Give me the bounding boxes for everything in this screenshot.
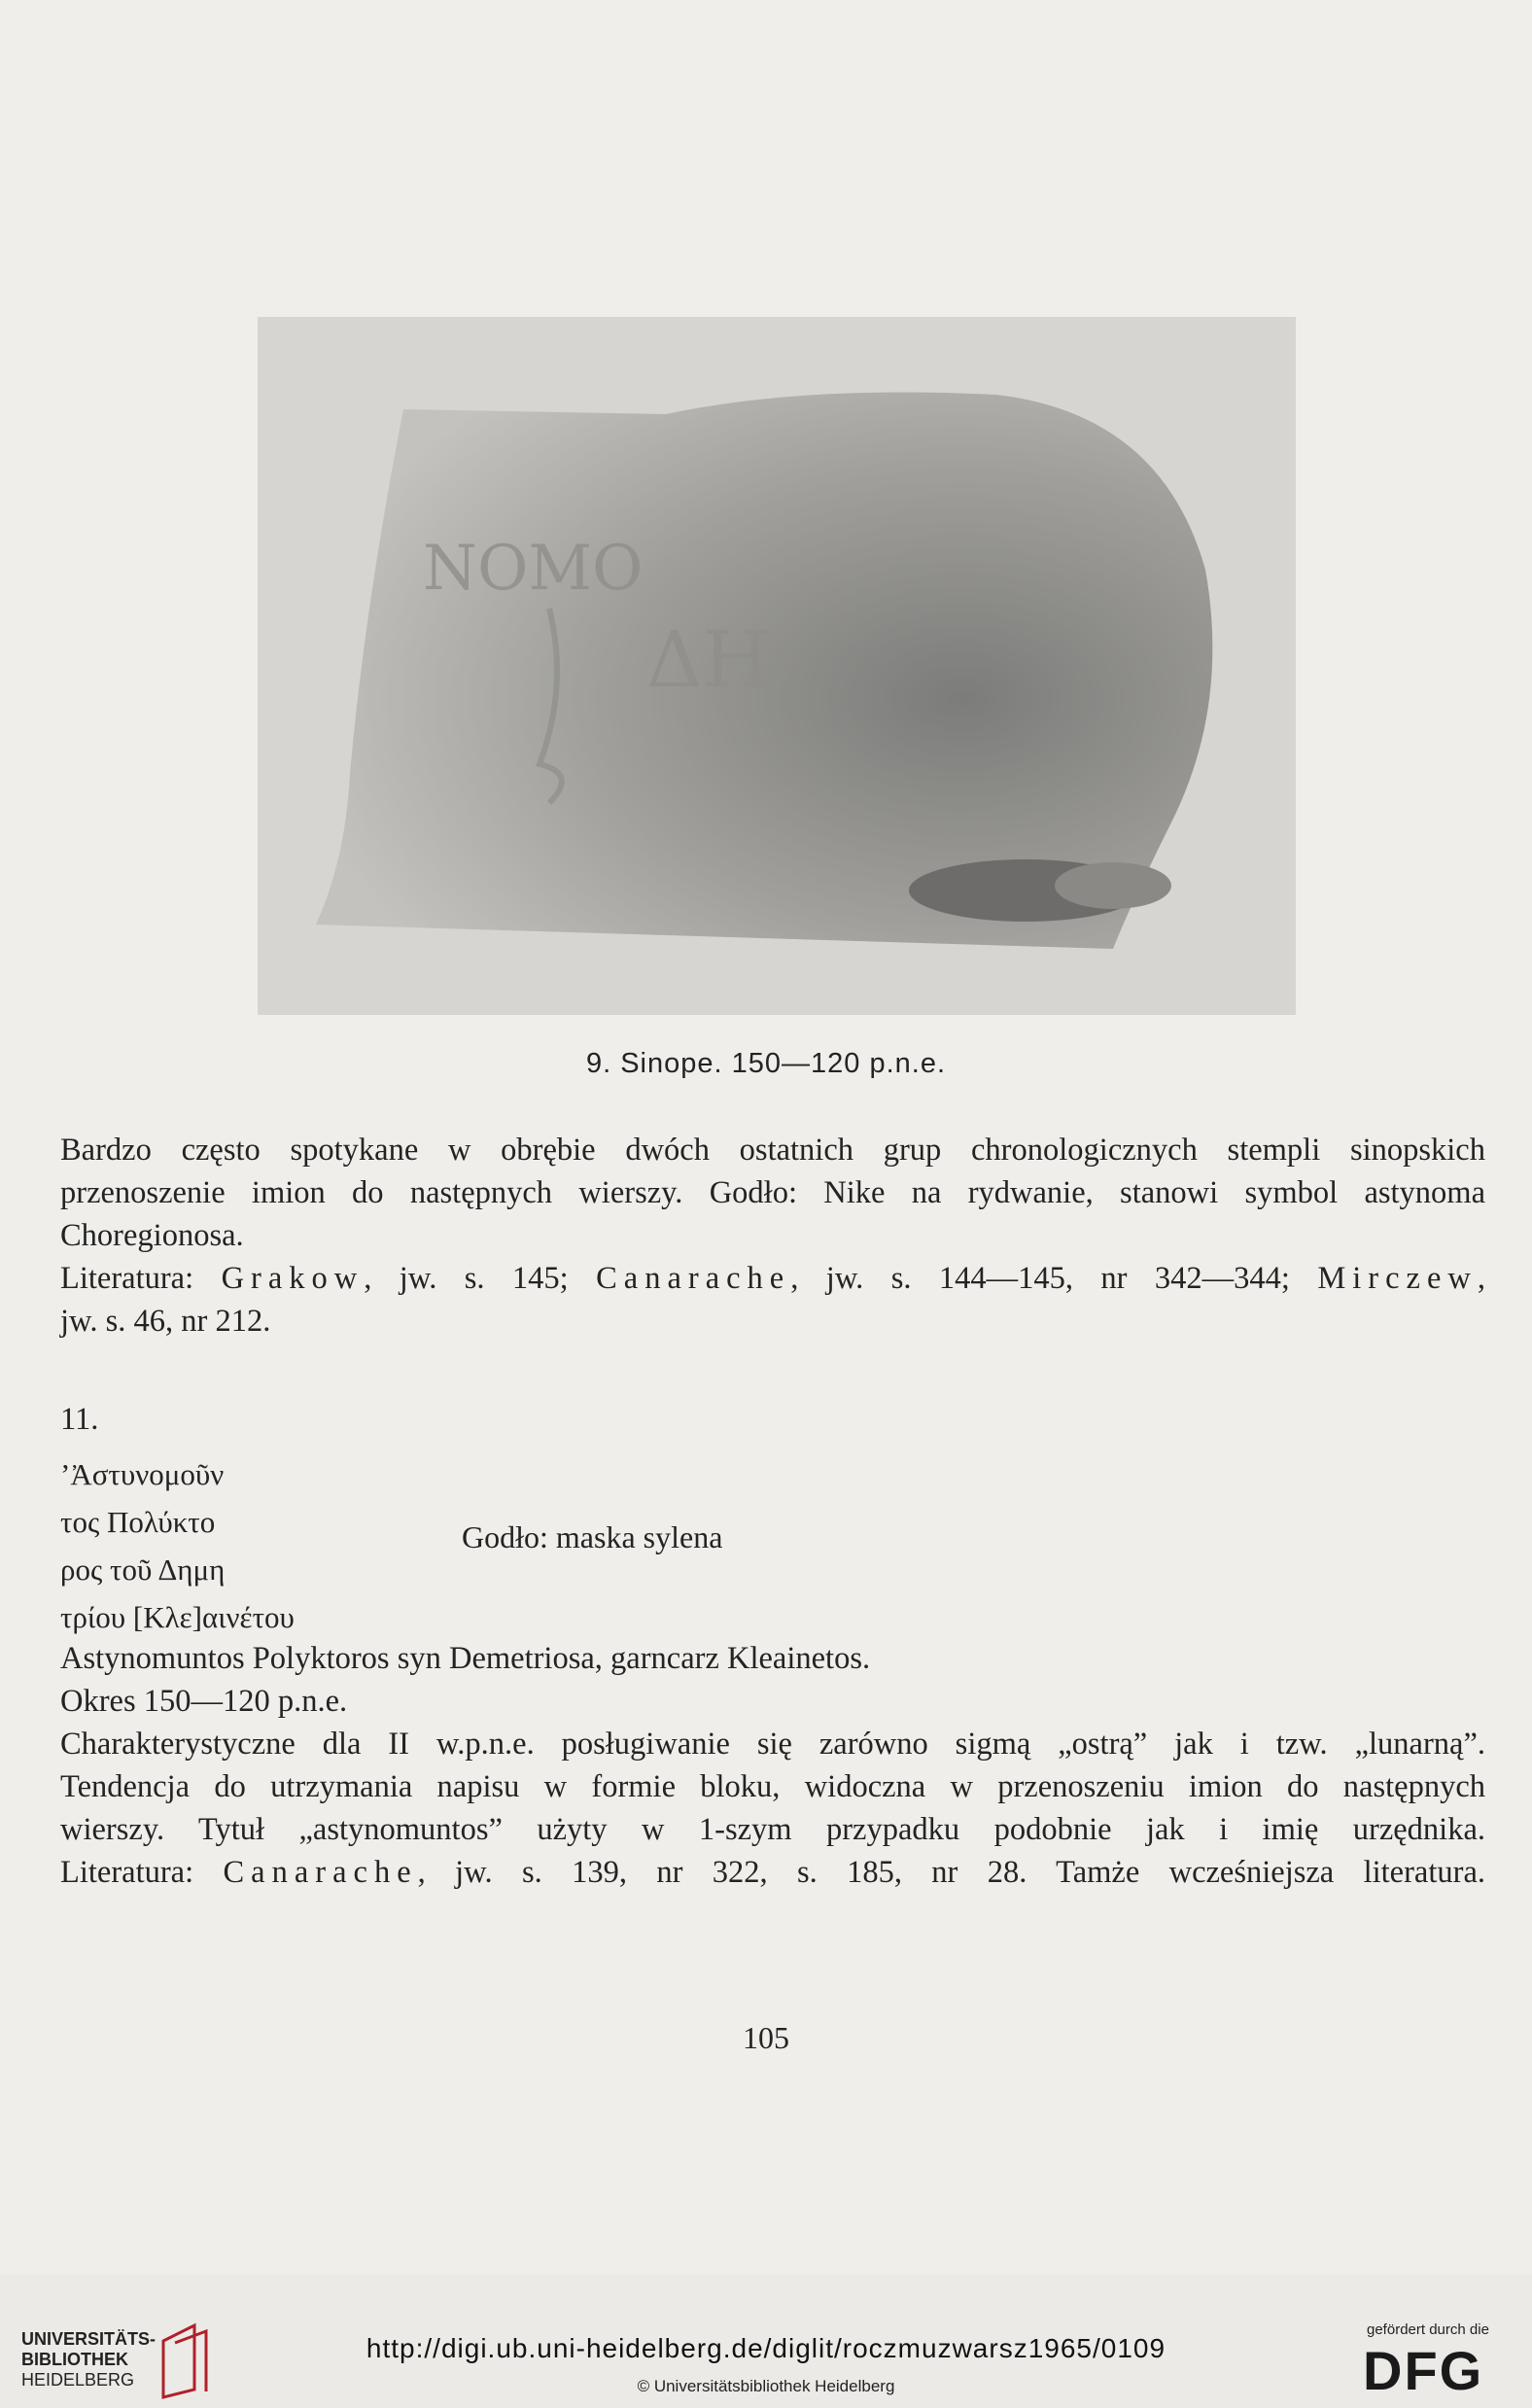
paragraph-chronology bbox=[60, 1129, 1485, 1343]
inscription-line: τρίου [Κλε]αινέτου bbox=[60, 1600, 295, 1634]
literature-line: Literatura: Canarache, jw. s. 139, nr 322, s. 185, nr 28. Tamże wcześniejsza literatura. bbox=[60, 1855, 1485, 1890]
emblem-note: Godło: maska sylena bbox=[462, 1519, 723, 1554]
description-line: wierszy. Tytuł „astynomuntos” użyty w 1-szym przypadku podobnie jak i imię urzędnika. bbox=[60, 1812, 1485, 1847]
paragraph-line: przenoszenie imion do następnych wierszy. Godło: Nike na rydwanie, stanowi symbol astynoma bbox=[60, 1175, 1485, 1210]
inscription-line: ’Ἀστυνομοῦν bbox=[60, 1457, 225, 1491]
inscription-line: τος Πολύκτο bbox=[60, 1505, 216, 1539]
dfg-logo: DFG bbox=[1363, 2340, 1484, 2401]
figure-caption: 9. Sinope. 150—120 p.n.e. bbox=[585, 1048, 947, 1079]
svg-text:ΝΟΜΟ: ΝΟΜΟ bbox=[423, 533, 644, 605]
author-name: Mirczew bbox=[1317, 1261, 1478, 1296]
greek-inscription bbox=[60, 1450, 295, 1641]
svg-text:ΔΗ: ΔΗ bbox=[646, 614, 771, 705]
paragraph-line: Bardzo często spotykane w obrębie dwóch ostatnich grup chronologicznych stempli sinopskich bbox=[60, 1133, 1485, 1168]
digitization-footer bbox=[0, 2275, 1532, 2408]
period-line: Okres 150—120 p.n.e. bbox=[60, 1684, 348, 1719]
inscription-line: ρος τοῦ Δημη bbox=[60, 1553, 226, 1587]
translation-line: Astynomuntos Polyktoros syn Demetriosa, garncarz Kleainetos. bbox=[60, 1641, 871, 1676]
literature-line: jw. s. 46, nr 212. bbox=[60, 1304, 271, 1339]
author-name: Canarache bbox=[223, 1855, 418, 1890]
entry-number: 11. bbox=[60, 1402, 99, 1437]
funding-note: gefördert durch die bbox=[1367, 2321, 1489, 2338]
source-url-link[interactable]: http://digi.ub.uni-heidelberg.de/diglit/roczmuzwarsz1965/0109 bbox=[366, 2333, 1166, 2363]
amphora-stamp-photo bbox=[258, 317, 1296, 1015]
stamped-amphora-handle-photo-icon bbox=[258, 317, 1296, 1015]
paragraph-line: Choregionosa. bbox=[60, 1218, 244, 1253]
library-name: UNIVERSITÄTS- BIBLIOTHEK HEIDELBERG bbox=[21, 2329, 157, 2390]
entry-description bbox=[60, 1637, 1485, 1894]
description-line: Charakterystyczne dla II w.p.n.e. posługiwanie się zarówno sigmą „ostrą” jak i tzw. „lunarną”. bbox=[60, 1727, 1485, 1762]
literature-line: Literatura: Grakow, jw. s. 145; Canarache, jw. s. 144—145, nr 342—344; Mirczew, bbox=[60, 1261, 1485, 1296]
copyright-notice: © Universitätsbibliothek Heidelberg bbox=[637, 2377, 895, 2395]
description-line: Tendencja do utrzymania napisu w formie bloku, widoczna w przenoszeniu imion do następnych bbox=[60, 1769, 1485, 1804]
page-number: 105 bbox=[743, 2020, 789, 2055]
author-name: Grakow bbox=[221, 1261, 365, 1296]
author-name: Canarache bbox=[596, 1261, 791, 1296]
